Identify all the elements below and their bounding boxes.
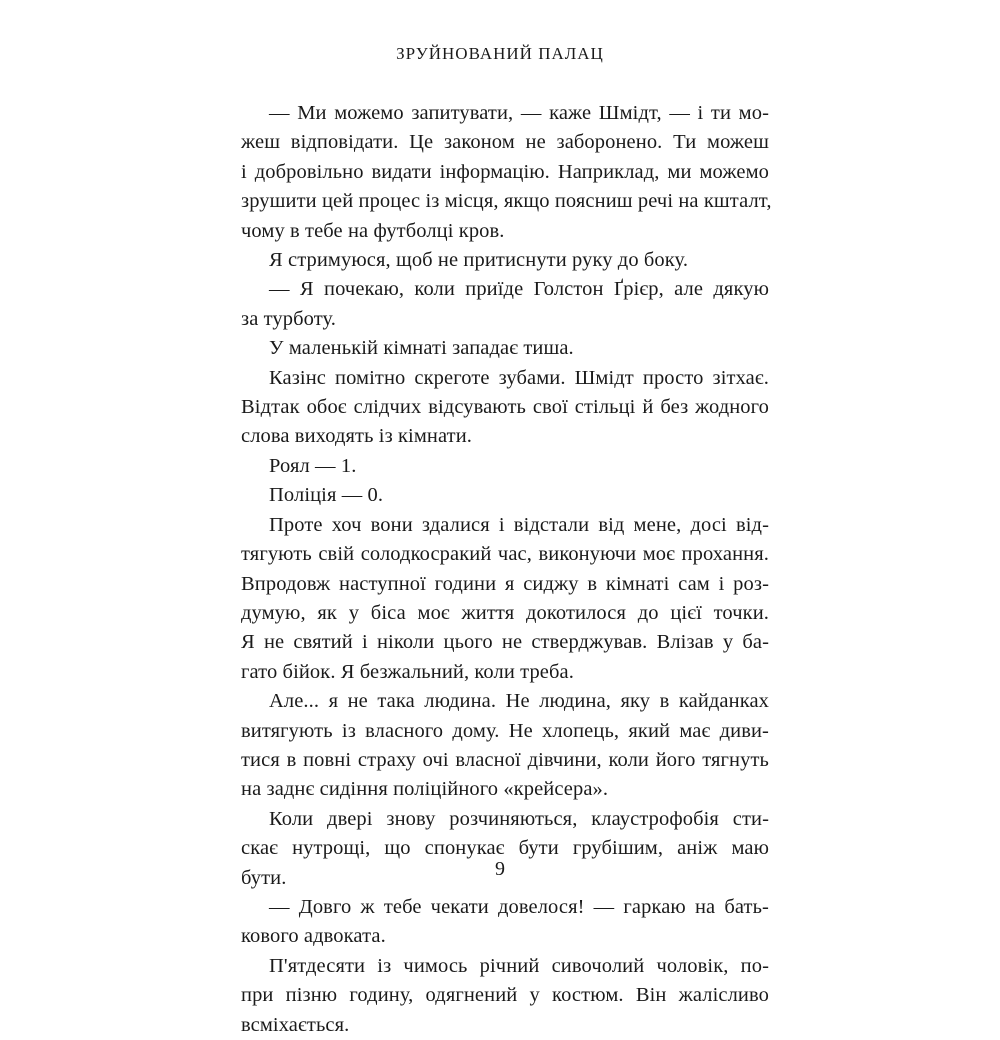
text-line: Поліція — 0. bbox=[269, 484, 384, 507]
text-line: жеш відповідати. Це законом не заборонено. Ти можеш bbox=[241, 131, 769, 154]
page-number: 9 bbox=[495, 858, 505, 880]
text-line: Я не святий і ніколи цього не стверджував. Влізав у ба- bbox=[241, 631, 769, 654]
paragraph bbox=[241, 481, 769, 510]
text-line: тися в повні страху очі власної дівчини, коли його тягнуть bbox=[241, 748, 769, 771]
text-line: Казінс помітно скреготе зубами. Шмідт просто зітхає. bbox=[269, 366, 769, 389]
text-line: — Я почекаю, коли приїде Голстон Ґрієр, але дякую bbox=[269, 278, 769, 301]
text-line: Впродовж наступної години я сиджу в кімнаті сам і роз- bbox=[241, 572, 769, 595]
text-line: на заднє сидіння поліційного «крейсера». bbox=[241, 778, 609, 801]
paragraph bbox=[241, 275, 769, 334]
text-line: думую, як у біса моє життя докотилося до цієї точки. bbox=[241, 601, 769, 624]
text-line: У маленькій кімнаті западає тиша. bbox=[269, 337, 574, 360]
text-line: чому в тебе на футболці кров. bbox=[241, 219, 505, 242]
text-line: при пізню годину, одягнений у костюм. Він жалісливо bbox=[241, 984, 769, 1007]
paragraph bbox=[241, 364, 769, 452]
text-line: бути. bbox=[241, 866, 287, 889]
paragraph bbox=[241, 893, 769, 952]
text-line: — Ми можемо запитувати, — каже Шмідт, — і ти мо- bbox=[269, 102, 769, 124]
text-line: Коли двері знову розчиняються, клаустрофобія сти- bbox=[269, 807, 769, 830]
running-title: ЗРУЙНОВАНИЙ ПАЛАЦ bbox=[396, 44, 604, 63]
paragraph bbox=[241, 952, 769, 1040]
paragraph bbox=[241, 334, 769, 363]
text-line: Проте хоч вони здалися і відстали від мене, досі від- bbox=[269, 513, 769, 536]
text-line: П'ятдесяти із чимось річний сивочолий чоловік, по- bbox=[269, 954, 769, 977]
text-line: зрушити цей процес із місця, якщо поясниш речі на кшталт, bbox=[241, 190, 772, 213]
text-line: слова виходять із кімнати. bbox=[241, 425, 473, 448]
text-line: кового адвоката. bbox=[241, 925, 386, 948]
paragraph bbox=[241, 687, 769, 805]
paragraph bbox=[241, 511, 769, 687]
text-line: Я стримуюся, щоб не притиснути руку до боку. bbox=[269, 249, 689, 272]
text-line: гато бійок. Я безжальний, коли треба. bbox=[241, 660, 574, 683]
text-line: скає нутрощі, що спонукає бути грубішим, аніж маю bbox=[241, 837, 769, 860]
text-line: Роял — 1. bbox=[269, 454, 357, 477]
text-line: тягують свій солодкосракий час, виконуючи моє прохання. bbox=[241, 543, 769, 566]
text-line: витягують із власного дому. Не хлопець, який має диви- bbox=[241, 719, 769, 742]
paragraph bbox=[241, 246, 769, 275]
text-line: Відтак обоє слідчих відсувають свої стільці й без жодного bbox=[241, 396, 769, 419]
text-line: всміхається. bbox=[241, 1013, 350, 1036]
body-text bbox=[241, 99, 772, 1040]
text-line: Але... я не така людина. Не людина, яку в кайданках bbox=[269, 690, 769, 713]
paragraph bbox=[241, 452, 769, 481]
text-line: за турботу. bbox=[241, 307, 337, 330]
text-line: — Довго ж тебе чекати довелося! — гаркаю на бать- bbox=[269, 895, 769, 918]
text-line: і добровільно видати інформацію. Наприклад, ми можемо bbox=[241, 160, 769, 183]
paragraph bbox=[241, 99, 772, 246]
